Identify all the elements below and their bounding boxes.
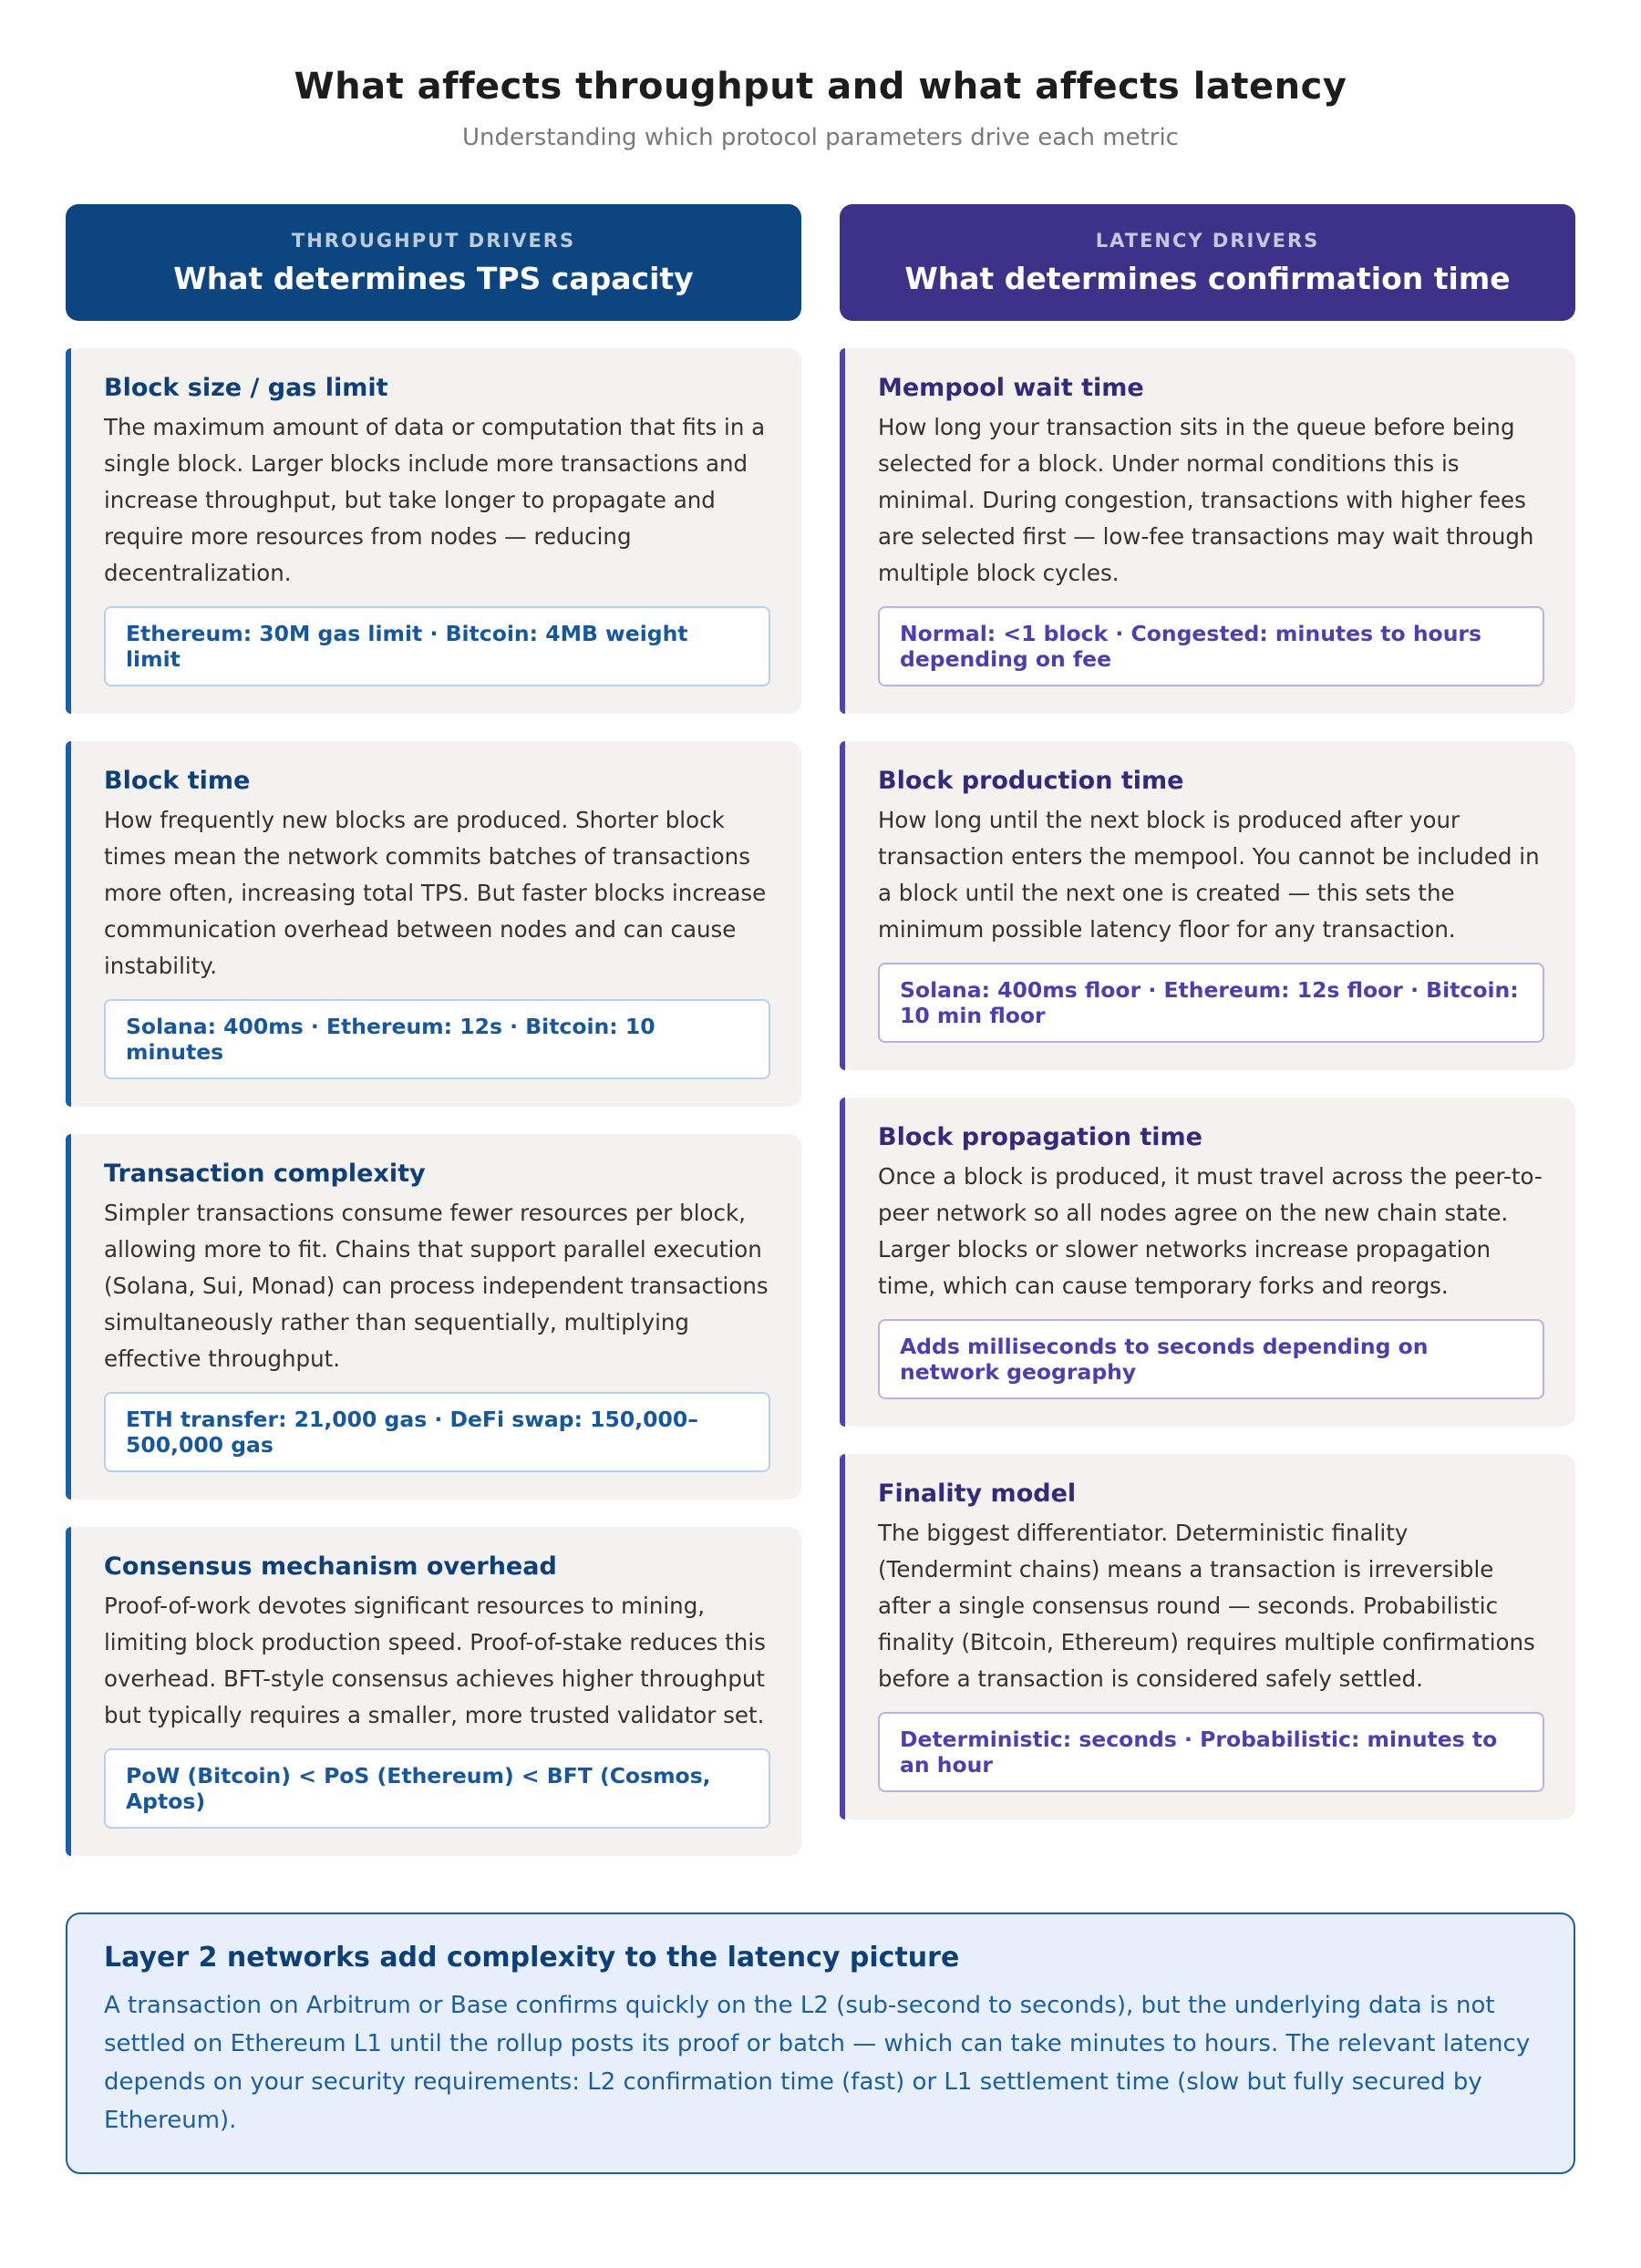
card-example: Ethereum: 30M gas limit · Bitcoin: 4MB weight limit bbox=[104, 606, 770, 686]
card-consensus-overhead bbox=[66, 1527, 801, 1856]
card-block-propagation bbox=[840, 1098, 1575, 1427]
card-example: Solana: 400ms · Ethereum: 12s · Bitcoin: 10 minutes bbox=[104, 999, 770, 1079]
card-title: Block time bbox=[104, 767, 251, 795]
page-subtitle: Understanding which protocol parameters drive each metric bbox=[462, 124, 1179, 151]
card-block-size bbox=[66, 348, 801, 714]
throughput-column bbox=[66, 204, 801, 1856]
page-header bbox=[66, 0, 1575, 151]
card-title: Block size / gas limit bbox=[104, 374, 388, 402]
card-title: Block production time bbox=[878, 767, 1184, 795]
card-example: PoW (Bitcoin) < PoS (Ethereum) < BFT (Cosmos, Aptos) bbox=[104, 1748, 770, 1829]
card-body: How frequently new blocks are produced. Shorter block times mean the network commits batches of transactions more often, increasing total TPS. But faster blocks increase communication overhead between nodes and can cause instability. bbox=[104, 807, 767, 979]
latency-title: What determines confirmation time bbox=[904, 261, 1511, 296]
card-example: ETH transfer: 21,000 gas · DeFi swap: 150,000–500,000 gas bbox=[104, 1392, 770, 1472]
page-title: What affects throughput and what affects latency bbox=[294, 66, 1347, 108]
card-title: Mempool wait time bbox=[878, 374, 1144, 402]
card-block-production bbox=[840, 741, 1575, 1070]
layer2-callout bbox=[66, 1912, 1575, 2174]
card-transaction-complexity bbox=[66, 1134, 801, 1500]
comparison-columns bbox=[66, 204, 1575, 1856]
latency-column bbox=[840, 204, 1575, 1856]
callout-title: Layer 2 networks add complexity to the latency picture bbox=[104, 1942, 960, 1974]
card-title: Finality model bbox=[878, 1479, 1077, 1508]
card-body: Simpler transactions consume fewer resources per block, allowing more to fit. Chains that support parallel execution (Solana, Sui, Monad) can process independent transactions simultaneously rather than sequentially, multiplying effective throughput. bbox=[104, 1200, 769, 1372]
latency-header bbox=[840, 204, 1575, 321]
throughput-title: What determines TPS capacity bbox=[173, 261, 694, 296]
card-body: The biggest differentiator. Deterministic finality (Tendermint chains) means a transaction is irreversible after a single consensus round — seconds. Probabilistic finality (Bitcoin, Ethereum) requires multiple confirmations before a transaction is considered safely settled. bbox=[878, 1520, 1535, 1692]
card-body: The maximum amount of data or computation that fits in a single block. Larger blocks include more transactions and increase throughput, but take longer to propagate and require more resources from nodes — reducing decentralization. bbox=[104, 414, 766, 586]
card-body: How long your transaction sits in the queue before being selected for a block. Under normal conditions this is minimal. During congestion, transactions with higher fees are selected first — low-fee transactions may wait through multiple block cycles. bbox=[878, 414, 1534, 586]
card-title: Block propagation time bbox=[878, 1123, 1202, 1151]
card-body: Proof-of-work devotes significant resources to mining, limiting block production speed. Proof-of-stake reduces this overhead. BFT-style consensus achieves higher throughput but typically requires a smaller, more trusted validator set. bbox=[104, 1593, 766, 1728]
card-example: Solana: 400ms floor · Ethereum: 12s floor · Bitcoin: 10 min floor bbox=[878, 963, 1544, 1043]
card-example: Normal: <1 block · Congested: minutes to hours depending on fee bbox=[878, 606, 1544, 686]
card-block-time bbox=[66, 741, 801, 1107]
card-body: Once a block is produced, it must travel across the peer-to-peer network so all nodes agree on the new chain state. Larger blocks or slower networks increase propagation time, which can cause temporary forks and reorgs. bbox=[878, 1163, 1543, 1299]
card-example: Adds milliseconds to seconds depending on network geography bbox=[878, 1319, 1544, 1399]
card-body: How long until the next block is produced after your transaction enters the mempool. You cannot be included in a block until the next one is created — this sets the minimum possible latency floor for any transaction. bbox=[878, 807, 1540, 943]
throughput-eyebrow: THROUGHPUT DRIVERS bbox=[291, 230, 576, 252]
latency-eyebrow: LATENCY DRIVERS bbox=[1095, 230, 1320, 252]
card-title: Transaction complexity bbox=[104, 1160, 426, 1188]
card-finality-model bbox=[840, 1454, 1575, 1820]
card-example: Deterministic: seconds · Probabilistic: minutes to an hour bbox=[878, 1712, 1544, 1792]
card-title: Consensus mechanism overhead bbox=[104, 1552, 557, 1581]
throughput-header bbox=[66, 204, 801, 321]
callout-body: A transaction on Arbitrum or Base confirms quickly on the L2 (sub-second to seconds), but the underlying data is not settled on Ethereum L1 until the rollup posts its proof or batch — which can take minutes to hours. The relevant latency depends on your security requirements: L2 confirmation time (fast) or L1 settlement time (slow but fully secured by Ethereum). bbox=[104, 1992, 1531, 2134]
card-mempool-wait bbox=[840, 348, 1575, 714]
